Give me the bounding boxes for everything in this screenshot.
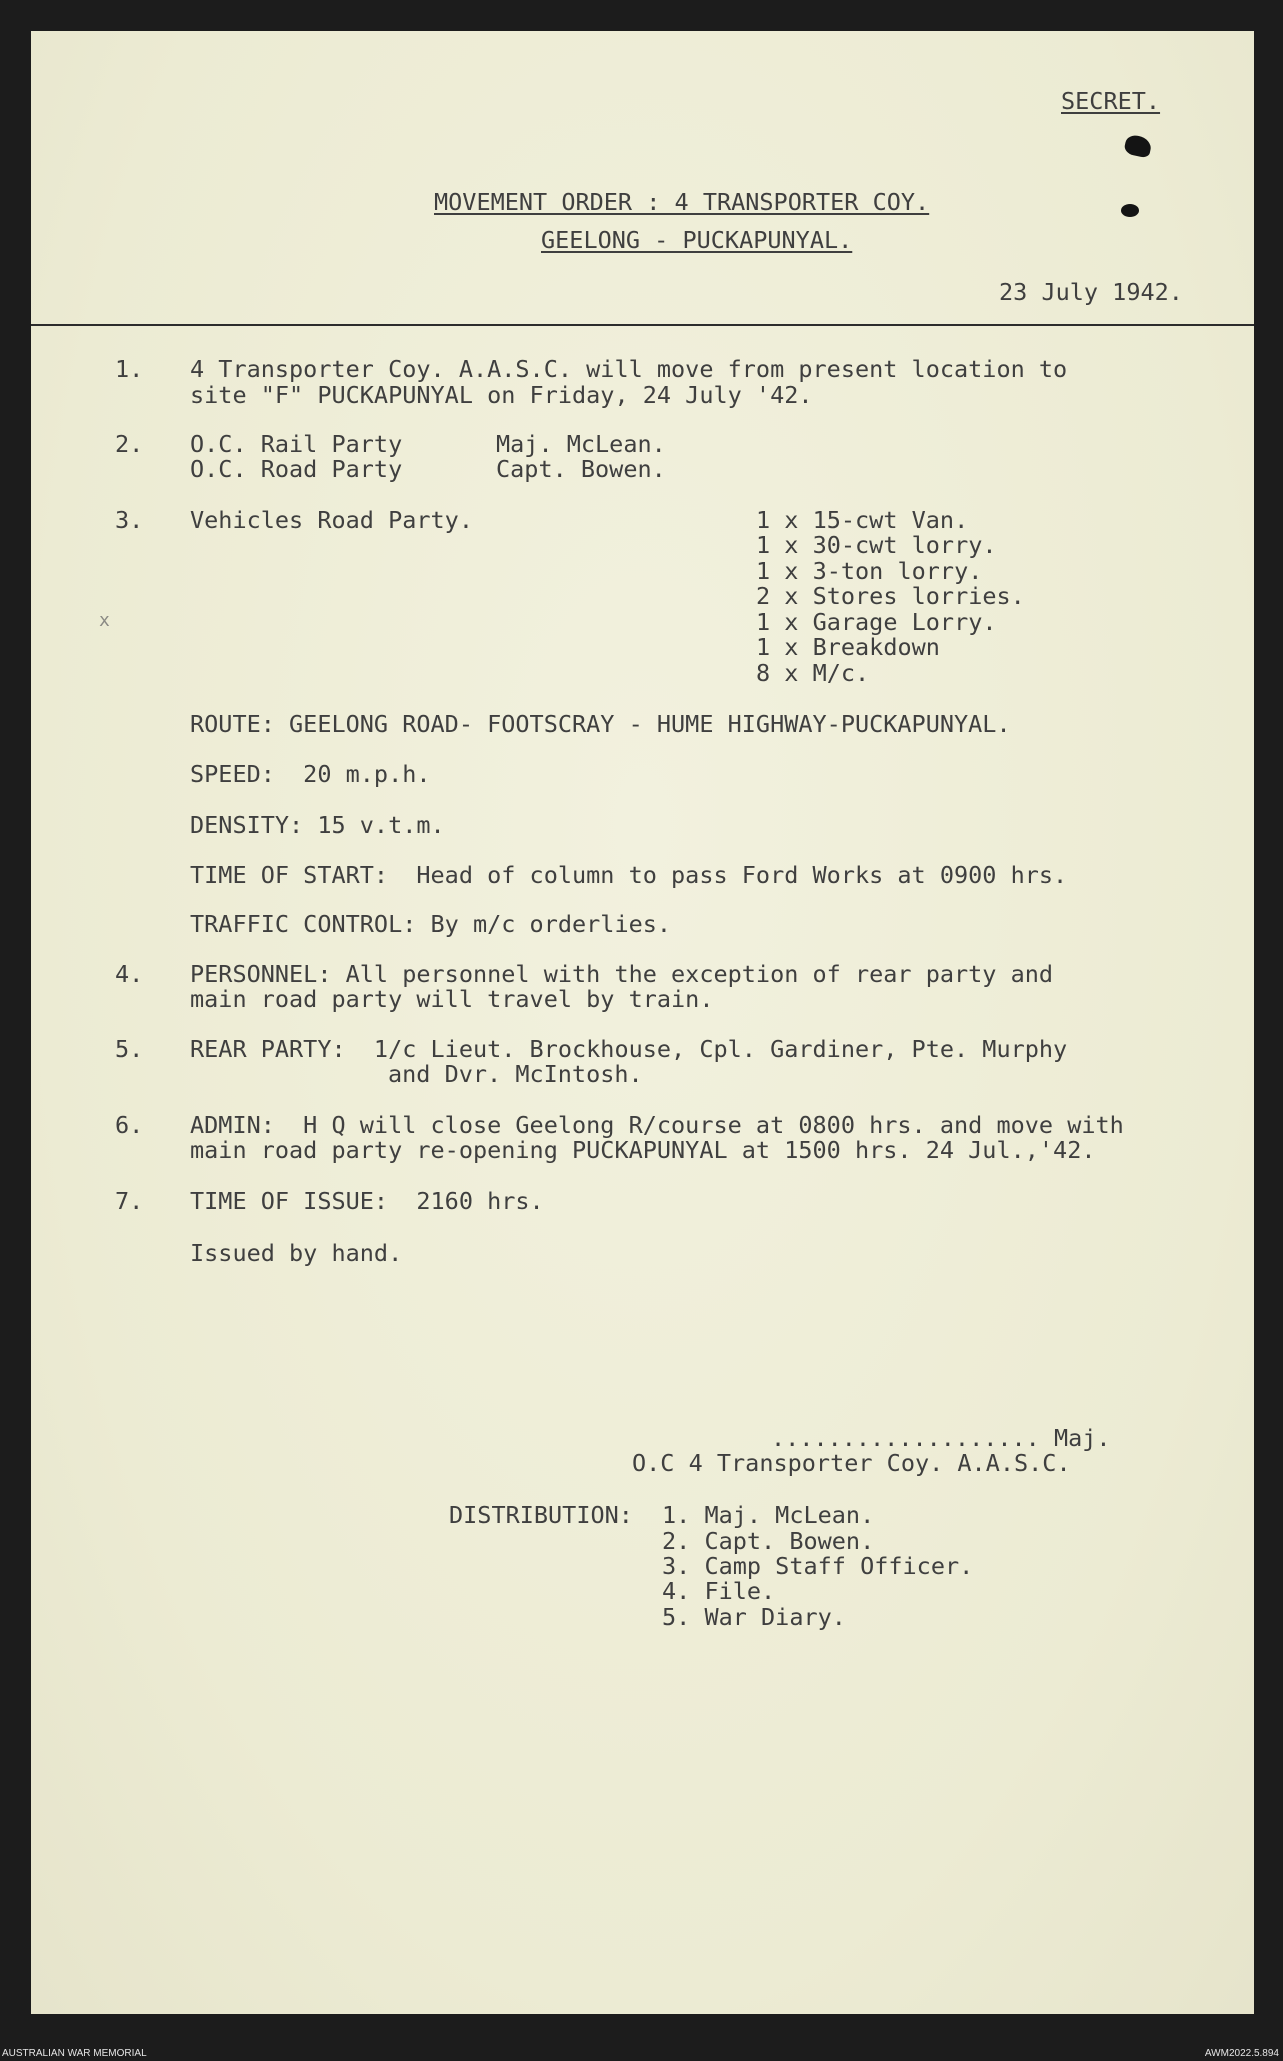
para4-line1: PERSONNEL: All personnel with the exception of rear party and [190,960,1054,988]
density-line: DENSITY: 15 v.t.m. [190,811,445,839]
archive-footer [0,2047,1283,2061]
distribution-item: 3. Camp Staff Officer. [662,1552,974,1580]
time-of-issue: TIME OF ISSUE: 2160 hrs. [190,1187,544,1215]
para-number: 3. [115,506,144,534]
rail-party-label: O.C. Rail Party [190,430,403,458]
vehicle-item: 1 x 30-cwt lorry. [756,531,997,559]
rail-party-officer: Maj. McLean. [496,430,666,458]
para6-line1: ADMIN: H Q will close Geelong R/course at 0800 hrs. and move with [190,1111,1124,1139]
header-divider [31,324,1254,326]
vehicle-item: 1 x 3-ton lorry. [756,557,983,585]
para-number: 2. [115,430,144,458]
margin-mark: x [99,610,110,631]
para5-line2: and Dvr. McIntosh. [388,1060,643,1088]
issued-by: Issued by hand. [190,1239,403,1267]
para-number: 6. [115,1111,144,1139]
ink-blot [1121,204,1139,217]
para1-line1: 4 Transporter Coy. A.A.S.C. will move from present location to [190,355,1068,383]
traffic-control-line: TRAFFIC CONTROL: By m/c orderlies. [190,910,672,938]
road-party-officer: Capt. Bowen. [496,455,666,483]
vehicle-item: 8 x M/c. [756,659,870,687]
classification-marking: SECRET. [1061,87,1161,115]
order-date: 23 July 1942. [999,278,1183,306]
vehicle-item: 1 x Garage Lorry. [756,608,997,636]
distribution-item: 1. Maj. McLean. [662,1501,875,1529]
para-number: 4. [115,960,144,988]
distribution-item: 4. File. [662,1577,776,1605]
route-line: ROUTE: GEELONG ROAD- FOOTSCRAY - HUME HIGHWAY-PUCKAPUNYAL. [190,710,1011,738]
para5-line1: REAR PARTY: 1/c Lieut. Brockhouse, Cpl. Gardiner, Pte. Murphy [190,1035,1068,1063]
signature-line: ................... Maj. [771,1424,1111,1452]
distribution-label: DISTRIBUTION: [449,1501,633,1529]
para6-line2: main road party re-opening PUCKAPUNYAL at 1500 hrs. 24 Jul.,'42. [190,1136,1096,1164]
speed-line: SPEED: 20 m.p.h. [190,760,431,788]
order-title: MOVEMENT ORDER : 4 TRANSPORTER COY. [434,188,930,216]
para-number: 1. [115,355,144,383]
vehicle-item: 1 x Breakdown [756,633,940,661]
ink-blot [1123,134,1153,159]
para-number: 5. [115,1035,144,1063]
road-party-label: O.C. Road Party [190,455,403,483]
document-page [31,31,1254,2014]
para-number: 7. [115,1187,144,1215]
distribution-item: 5. War Diary. [662,1603,846,1631]
time-of-start-line: TIME OF START: Head of column to pass Ford Works at 0900 hrs. [190,861,1068,889]
distribution-item: 2. Capt. Bowen. [662,1527,875,1555]
order-subtitle: GEELONG - PUCKAPUNYAL. [541,226,853,254]
para1-line2: site "F" PUCKAPUNYAL on Friday, 24 July '42. [190,381,813,409]
vehicle-item: 1 x 15-cwt Van. [756,506,969,534]
para4-line2: main road party will travel by train. [190,985,714,1013]
signature-title: O.C 4 Transporter Coy. A.A.S.C. [632,1449,1071,1477]
archive-name: AUSTRALIAN WAR MEMORIAL [2,2048,147,2059]
vehicles-label: Vehicles Road Party. [190,506,473,534]
vehicle-item: 2 x Stores lorries. [756,582,1025,610]
archive-reference: AWM2022.5.894 [1204,2048,1279,2059]
